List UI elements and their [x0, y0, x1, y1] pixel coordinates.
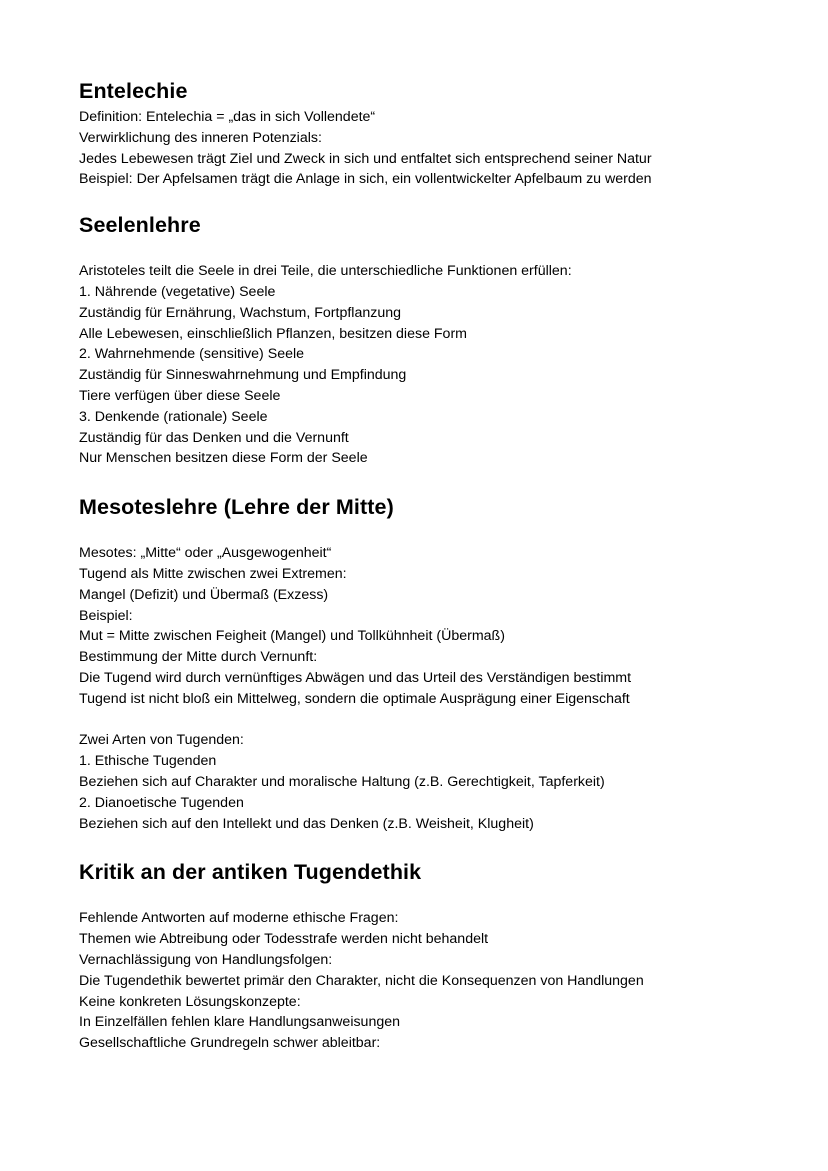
text-line: 2. Wahrnehmende (sensitive) Seele	[79, 346, 305, 363]
text-line: Jedes Lebewesen trägt Ziel und Zweck in sich und entfaltet sich entsprechend seiner Natur	[79, 150, 652, 167]
text-line: Tugend als Mitte zwischen zwei Extremen:	[79, 565, 347, 582]
text-line: 3. Denkende (rationale) Seele	[79, 408, 268, 425]
section-body-kritik	[79, 908, 788, 1054]
text-line: 1. Ethische Tugenden	[79, 753, 217, 770]
text-line: Beziehen sich auf Charakter und moralische Haltung (z.B. Gerechtigkeit, Tapferkeit)	[79, 773, 605, 790]
section-title-entelechie: Entelechie	[79, 79, 188, 103]
text-line: 2. Dianoetische Tugenden	[79, 794, 244, 811]
text-line: Die Tugend wird durch vernünftiges Abwägen und das Urteil des Verständigen bestimmt	[79, 669, 632, 686]
section-body-mesoteslehre	[79, 543, 788, 834]
section-body-seelenlehre	[79, 261, 788, 469]
section-title-seelenlehre: Seelenlehre	[79, 213, 201, 238]
section-title-kritik: Kritik an der antiken Tugendethik	[79, 860, 422, 885]
text-line: Mut = Mitte zwischen Feigheit (Mangel) und Tollkühnheit (Übermaß)	[79, 628, 505, 645]
text-line: Themen wie Abtreibung oder Todesstrafe werden nicht behandelt	[79, 931, 489, 948]
blank-line	[79, 710, 788, 731]
text-line: Die Tugendethik bewertet primär den Charakter, nicht die Konsequenzen von Handlungen	[79, 972, 644, 989]
section-body-entelechie	[79, 107, 788, 190]
section-title-mesoteslehre: Mesoteslehre (Lehre der Mitte)	[79, 495, 394, 520]
text-line: Beispiel:	[79, 607, 133, 624]
text-line: Keine konkreten Lösungskonzepte:	[79, 993, 301, 1010]
text-line: Aristoteles teilt die Seele in drei Teile, die unterschiedliche Funktionen erfüllen:	[79, 263, 572, 280]
text-line: Nur Menschen besitzen diese Form der Seele	[79, 450, 368, 467]
text-line: Mangel (Defizit) und Übermaß (Exzess)	[79, 586, 329, 603]
text-line: Alle Lebewesen, einschließlich Pflanzen, besitzen diese Form	[79, 325, 467, 342]
text-line: Zwei Arten von Tugenden:	[79, 732, 244, 749]
text-line: Tugend ist nicht bloß ein Mittelweg, sondern die optimale Ausprägung einer Eigenschaft	[79, 690, 630, 707]
text-line: Definition: Entelechia = „das in sich Vollendete“	[79, 109, 376, 125]
text-line: 1. Nährende (vegetative) Seele	[79, 283, 276, 300]
text-line: Beziehen sich auf den Intellekt und das Denken (z.B. Weisheit, Klugheit)	[79, 815, 534, 832]
text-line: Zuständig für Sinneswahrnehmung und Empfindung	[79, 367, 407, 384]
text-line: Tiere verfügen über diese Seele	[79, 387, 281, 404]
text-line: Zuständig für das Denken und die Vernunft	[79, 429, 349, 446]
text-line: Vernachlässigung von Handlungsfolgen:	[79, 951, 333, 968]
text-line: Zuständig für Ernährung, Wachstum, Fortpflanzung	[79, 304, 402, 321]
text-line: Mesotes: „Mitte“ oder „Ausgewogenheit“	[79, 545, 332, 562]
text-line: Fehlende Antworten auf moderne ethische Fragen:	[79, 910, 399, 927]
text-line: In Einzelfällen fehlen klare Handlungsanweisungen	[79, 1014, 401, 1031]
text-line: Verwirklichung des inneren Potenzials:	[79, 129, 322, 146]
section-entelechie	[79, 78, 788, 190]
text-line: Bestimmung der Mitte durch Vernunft:	[79, 649, 318, 666]
section-seelenlehre	[79, 212, 788, 469]
text-line: Beispiel: Der Apfelsamen trägt die Anlage in sich, ein vollentwickelter Apfelbaum zu werden	[79, 171, 652, 188]
section-mesoteslehre	[79, 494, 788, 834]
text-line: Gesellschaftliche Grundregeln schwer ableitbar:	[79, 1035, 381, 1052]
section-kritik	[79, 859, 788, 1054]
